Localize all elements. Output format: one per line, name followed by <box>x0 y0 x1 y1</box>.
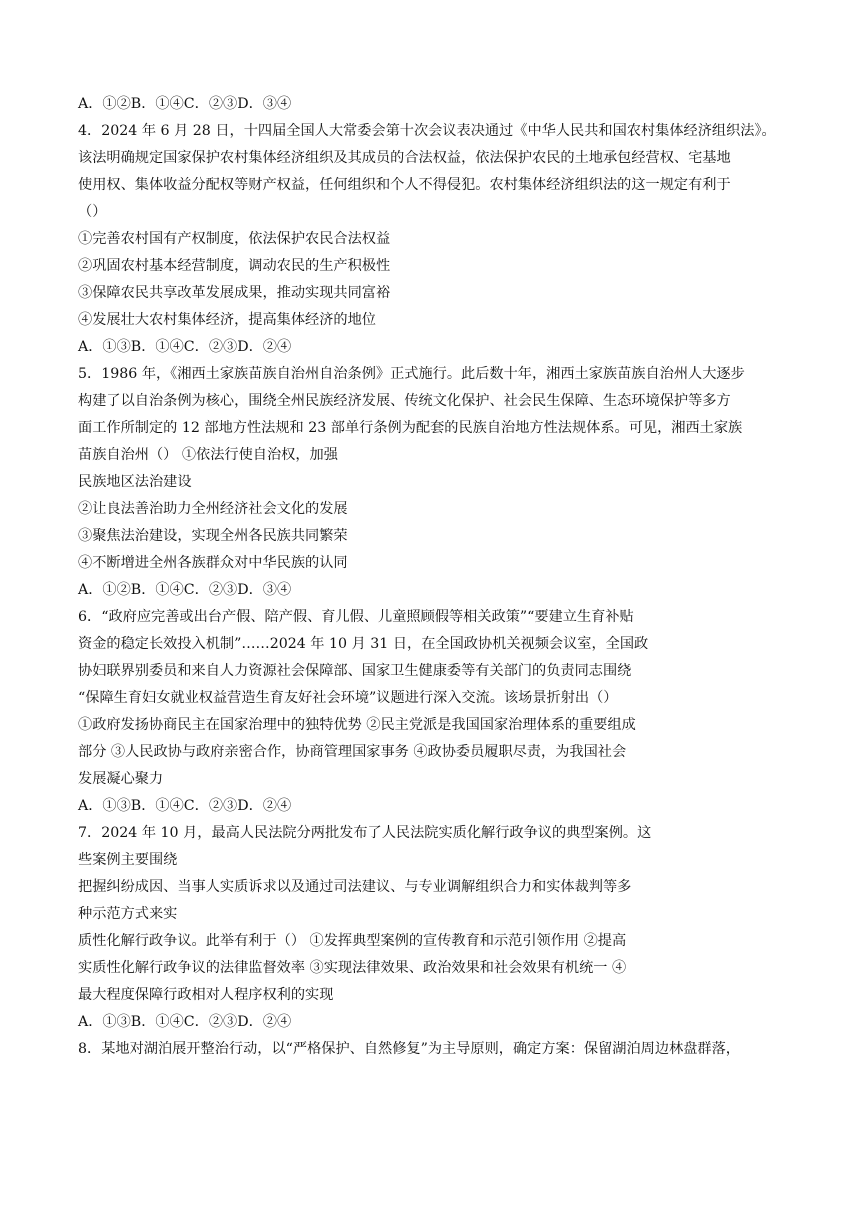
text-line: 最大程度保障行政相对人程序权利的实现 <box>78 987 334 1003</box>
text-line: ④不断增进全州各族群众对中华民族的认同 <box>78 555 348 571</box>
text-line: A．①③B．①④C．②③D．②④ <box>78 798 292 814</box>
text-line: 资金的稳定长效投入机制”……2024 年 10 月 31 日，在全国政协机关视频会议室，全国政 <box>78 636 649 652</box>
text-line: ③聚焦法治建设，实现全州各民族共同繁荣 <box>78 528 348 544</box>
text-line: 民族地区法治建设 <box>78 474 192 490</box>
text-line: 发展凝心聚力 <box>78 771 164 787</box>
text-line: （） <box>78 204 107 220</box>
text-line: ④发展壮大农村集体经济，提高集体经济的地位 <box>78 312 376 328</box>
text-line: A．①②B．①④C．②③D．③④ <box>78 582 292 598</box>
text-line: ③保障农民共享改革发展成果，推动实现共同富裕 <box>78 285 391 301</box>
text-line: “保障生育妇女就业权益营造生育友好社会环境”议题进行深入交流。该场景折射出（） <box>78 690 618 706</box>
text-line: 实质性化解行政争议的法律监督效率 ③实现法律效果、政治效果和社会效果有机统一 ④ <box>78 960 627 976</box>
text-line: 部分 ③人民政协与政府亲密合作，协商管理国家事务 ④政协委员履职尽责，为我国社会 <box>78 744 627 760</box>
text-line: ②巩固农村基本经营制度，调动农民的生产积极性 <box>78 258 391 274</box>
text-line: 苗族自治州（） ①依法行使自治权，加强 <box>78 447 338 463</box>
text-line: ①完善农村国有产权制度，依法保护农民合法权益 <box>78 231 391 247</box>
text-line: 7．2024 年 10 月，最高人民法院分两批发布了人民法院实质化解行政争议的典型案例。这 <box>78 825 652 841</box>
text-line: 该法明确规定国家保护农村集体经济组织及其成员的合法权益，依法保护农民的土地承包经营权、宅基地 <box>78 150 731 166</box>
text-line: 质性化解行政争议。此举有利于（） ①发挥典型案例的宣传教育和示范引领作用 ②提高 <box>78 933 627 949</box>
text-line: A．①③B．①④C．②③D．②④ <box>78 1014 292 1030</box>
text-line: 6．“政府应完善或出台产假、陪产假、育儿假、儿童照顾假等相关政策”“要建立生育补贴 <box>78 609 634 625</box>
text-line: 构建了以自治条例为核心，围绕全州民族经济发展、传统文化保护、社会民生保障、生态环境保护等多方 <box>78 393 731 409</box>
text-line: 5．1986 年，《湘西土家族苗族自治州自治条例》正式施行。此后数十年，湘西土家族苗族自治州人大逐步 <box>78 366 745 382</box>
text-line: 种示范方式来实 <box>78 906 178 922</box>
text-line: 把握纠纷成因、当事人实质诉求以及通过司法建议、与专业调解组织合力和实体裁判等多 <box>78 879 632 895</box>
text-line: 8．某地对湖泊展开整治行动，以“严格保护、自然修复”为主导原则，确定方案：保留湖泊周边林盘群落， <box>78 1041 740 1057</box>
text-line: ①政府发扬协商民主在国家治理中的独特优势 ②民主党派是我国国家治理体系的重要组成 <box>78 717 636 733</box>
text-line: 协妇联界别委员和来自人力资源社会保障部、国家卫生健康委等有关部门的负责同志围绕 <box>78 663 632 679</box>
text-line: 4．2024 年 6 月 28 日，十四届全国人大常委会第十次会议表决通过《中华人民共和国农村集体经济组织法》。 <box>78 123 776 139</box>
text-line: A．①③B．①④C．②③D．②④ <box>78 339 292 355</box>
text-line: 面工作所制定的 12 部地方性法规和 23 部单行条例为配套的民族自治地方性法规体系。可见，湘西土家族 <box>78 420 743 436</box>
text-line: A．①②B．①④C．②③D．③④ <box>78 96 292 112</box>
text-line: 些案例主要围绕 <box>78 852 178 868</box>
text-line: ②让良法善治助力全州经济社会文化的发展 <box>78 501 348 517</box>
text-line: 使用权、集体收益分配权等财产权益，任何组织和个人不得侵犯。农村集体经济组织法的这一规定有利于 <box>78 177 731 193</box>
